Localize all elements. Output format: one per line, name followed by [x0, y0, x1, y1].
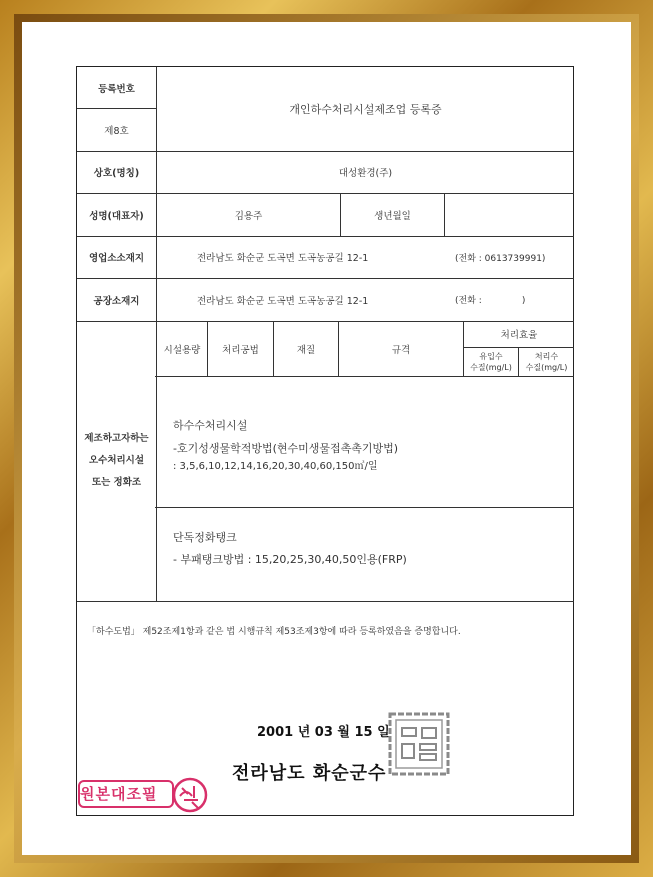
grid-line — [77, 601, 574, 602]
block2-title: 단독정화탱크 — [173, 531, 237, 544]
facility-label-line2: 오수처리시설 — [88, 455, 145, 466]
header-capacity: 시설용량 — [163, 344, 201, 356]
block2-line1: - 부패탱크방법 : 15,20,25,30,40,50인용(FRP) — [173, 553, 407, 566]
issuer-name: 전라남도 화순군수 — [232, 763, 387, 784]
certificate-title: 개인하수처리시설제조업 등록증 — [289, 103, 442, 116]
business-address-value: 전라남도 화순군 도곡면 도곡농공길 12-1 — [197, 253, 369, 264]
block1-title: 하수수처리시설 — [173, 419, 248, 432]
grid-line — [155, 376, 574, 377]
header-inflow — [464, 348, 518, 376]
outflow-line2: 수질(mg/L) — [525, 363, 568, 372]
outflow-line1: 처리수 — [534, 352, 559, 361]
facility-label-line1: 제조하고자하는 — [84, 433, 149, 444]
grid-line — [155, 507, 574, 508]
inflow-line1: 유입수 — [479, 352, 503, 361]
red-stamp-icon — [170, 776, 210, 814]
registration-number-value: 제8호 — [104, 125, 129, 137]
block1-line2: : 3,5,6,10,12,14,16,20,30,40,60,150㎥/일 — [173, 461, 378, 472]
company-label: 상호(명칭) — [93, 168, 140, 179]
representative-label: 성명(대표자) — [89, 210, 144, 222]
header-method: 처리공법 — [222, 344, 259, 356]
business-phone: (전화 : 0613739991) — [455, 253, 546, 264]
copy-stamp-text: 원본대조필 — [80, 785, 158, 803]
certification-statement: 「하수도법」 제52조제1항과 같은 법 시행규칙 제53조제3항에 따라 등록하였음을 증명합니다. — [87, 627, 461, 637]
header-spec: 규격 — [391, 344, 411, 356]
facility-section-label — [77, 321, 156, 601]
header-outflow — [519, 348, 574, 376]
header-efficiency: 처리효율 — [500, 330, 538, 341]
factory-phone: (전화 : ) — [455, 296, 526, 306]
representative-value: 김용주 — [234, 210, 263, 222]
copy-verified-stamp — [74, 776, 214, 814]
issue-date: 2001 년 03 월 15 일 — [257, 725, 390, 740]
block1-line1: -호기성생물학적방법(현수미생물접촉촉기방법) — [173, 442, 399, 455]
business-address-label: 영업소소재지 — [88, 253, 145, 264]
birth-date-value — [445, 193, 574, 236]
birth-date-label: 생년월일 — [374, 210, 411, 222]
certificate-document — [76, 66, 574, 816]
factory-address-label: 공장소재지 — [93, 295, 140, 307]
facility-label-line3: 또는 정화조 — [91, 477, 142, 488]
factory-address-value: 전라남도 화순군 도곡면 도곡농공길 12-1 — [197, 295, 369, 307]
inflow-line2: 수질(mg/L) — [470, 363, 512, 372]
registration-number-label: 등록번호 — [98, 83, 135, 95]
official-seal-icon — [386, 710, 452, 778]
header-material: 재질 — [296, 344, 316, 356]
company-value: 대성환경(주) — [338, 168, 393, 179]
